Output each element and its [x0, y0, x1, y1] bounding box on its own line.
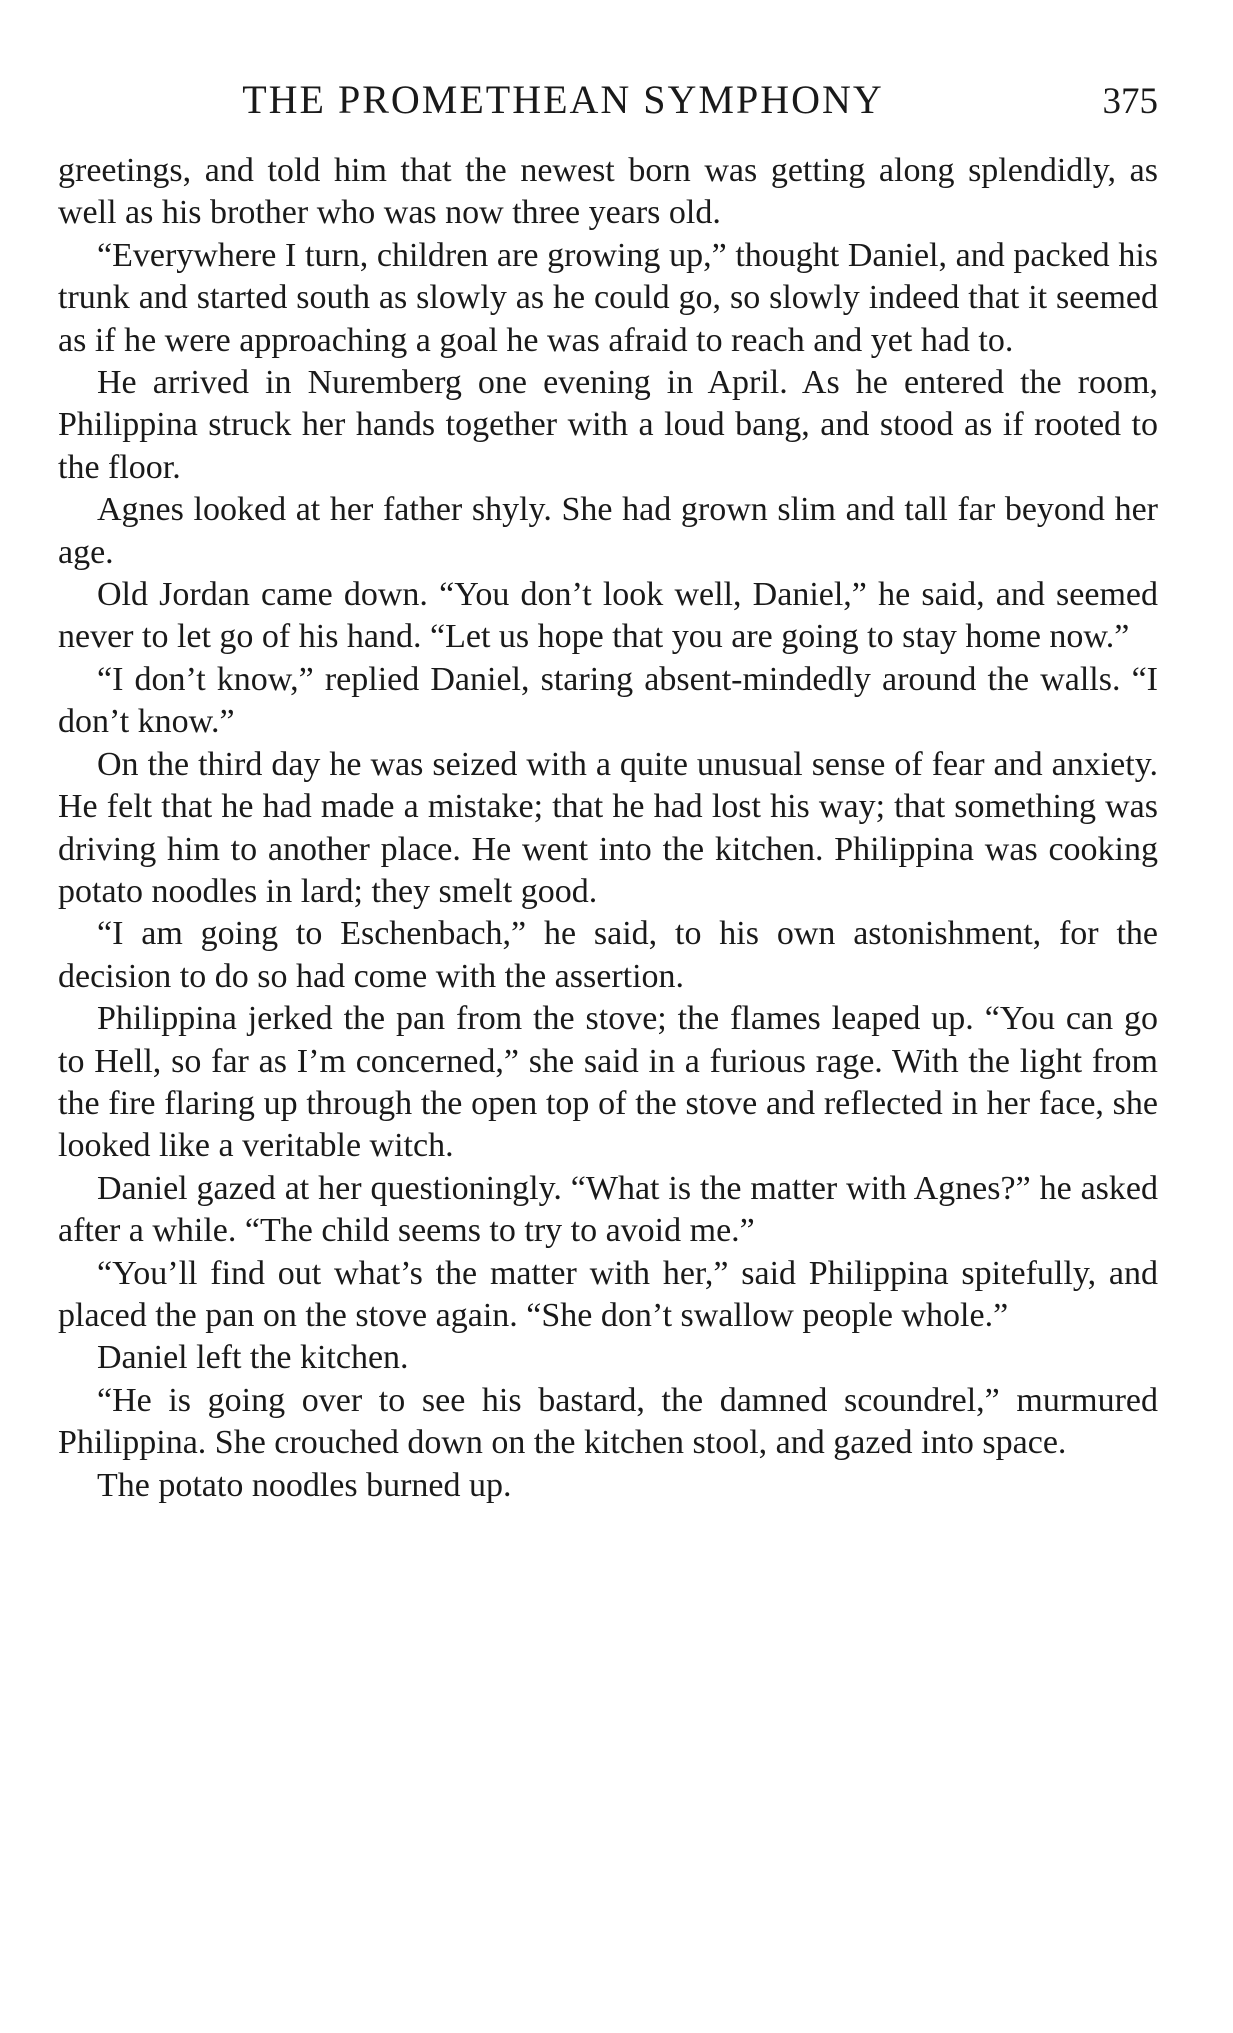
- paragraph: Daniel gazed at her questioningly. “What is the matter with Agnes?” he asked after a while. “The child seems to try to avoid me.”: [58, 1169, 1158, 1250]
- paragraph: Philippina jerked the pan from the stove; the flames leaped up. “You can go to Hell, so far as I’m concerned,” she said in a furious rage. With the light from the fire flaring up through the open top of the stove and reflected in her face, she looked like a veritable witch.: [58, 1000, 1158, 1165]
- paragraph: greetings, and told him that the newest born was getting along splendidly, as well as his brother who was now three years old.: [58, 152, 1158, 232]
- running-title: THE PROMETHEAN SYMPHONY: [242, 77, 884, 122]
- paragraph: On the third day he was seized with a quite unusual sense of fear and anxiety. He felt that he had made a mistake; that he had lost his way; that something was driving him to another place. He went into the kitchen. Philippina was cooking potato noodles in lard; they smelt good.: [58, 745, 1158, 910]
- paragraph: “You’ll find out what’s the matter with her,” said Philippina spitefully, and placed the pan on the stove again. “She don’t swallow people whole.”: [58, 1254, 1158, 1334]
- paragraph: He arrived in Nuremberg one evening in April. As he entered the room, Philippina struck her hands together with a loud bang, and stood as if rooted to the floor.: [58, 364, 1158, 486]
- paragraph: Agnes looked at her father shyly. She had grown slim and tall far beyond her age.: [58, 491, 1158, 571]
- book-page: [58, 70, 1158, 1507]
- paragraph: “He is going over to see his bastard, the damned scoundrel,” murmured Philippina. She crouched down on the kitchen stool, and gazed into space.: [58, 1381, 1158, 1462]
- body-text: [58, 150, 1158, 1507]
- paragraph: The potato noodles burned up.: [97, 1466, 512, 1504]
- paragraph: “I don’t know,” replied Daniel, staring absent-mindedly around the walls. “I don’t know.”: [58, 660, 1158, 741]
- paragraph: “Everywhere I turn, children are growing up,” thought Daniel, and packed his trunk and started south as slowly as he could go, so slowly indeed that it seemed as if he were approaching a goal he was afraid to reach and yet had to.: [58, 236, 1158, 359]
- paragraph: Old Jordan came down. “You don’t look well, Daniel,” he said, and seemed never to let go of his hand. “Let us hope that you are going to stay home now.”: [58, 576, 1158, 656]
- paragraph: “I am going to Eschenbach,” he said, to his own astonishment, for the decision to do so had come with the assertion.: [58, 915, 1158, 995]
- paragraph: Daniel left the kitchen.: [97, 1339, 409, 1377]
- page-number: 375: [1102, 81, 1158, 122]
- running-head: [58, 70, 1158, 130]
